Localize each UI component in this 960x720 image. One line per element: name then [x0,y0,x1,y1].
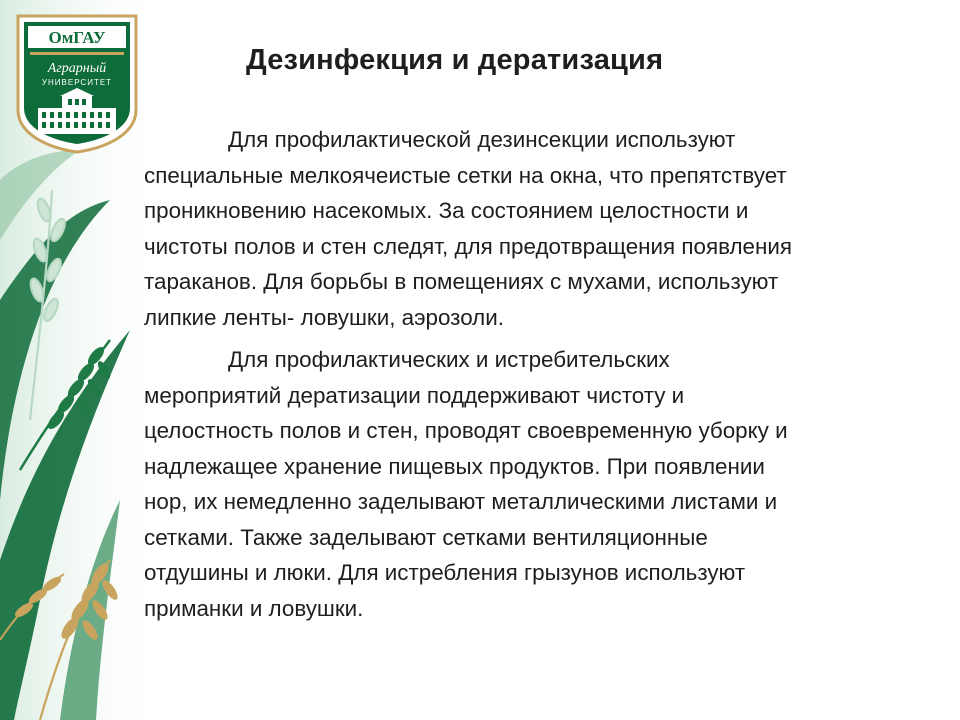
svg-text:Аграрный: Аграрный [47,61,107,76]
text-line: сетками. Также заделывают сетками вентиляционные [144,524,708,550]
slide-body [144,122,924,633]
text-line: проникновению насекомых. За состоянием целостности и [144,198,749,223]
text-line: липкие ленты- ловушки, аэрозоли. [144,304,504,330]
text-line: мероприятий дератизации поддерживают чистоту и [144,382,685,408]
text-line: Для профилактической дезинсекции используют [228,127,736,152]
text-line: нор, их немедленно заделывают металлическими листами и [144,489,778,514]
slide-title: Дезинфекция и дератизация [246,44,664,76]
text-line: тараканов. Для борьбы в помещениях с мухами, используют [144,269,779,294]
paragraph-insect-control [144,122,924,335]
text-line: отдушины и люки. Для истребления грызунов используют [144,560,746,585]
svg-text:ОмГАУ: ОмГАУ [48,28,106,47]
text-line: приманки и ловушки. [144,595,364,621]
university-logo [14,12,140,154]
paragraph-rodent-control [144,342,924,626]
svg-text:УНИВЕРСИТЕТ: УНИВЕРСИТЕТ [41,78,113,87]
text-line: специальные мелкоячеистые сетки на окна, что препятствует [144,162,787,188]
text-line: надлежащее хранение пищевых продуктов. При появлении [144,453,765,479]
text-line: целостность полов и стен, проводят своевременную уборку и [144,418,788,443]
text-line: Для профилактических и истребительских [228,347,670,372]
text-line: чистоты полов и стен следят, для предотвращения появления [144,233,792,259]
